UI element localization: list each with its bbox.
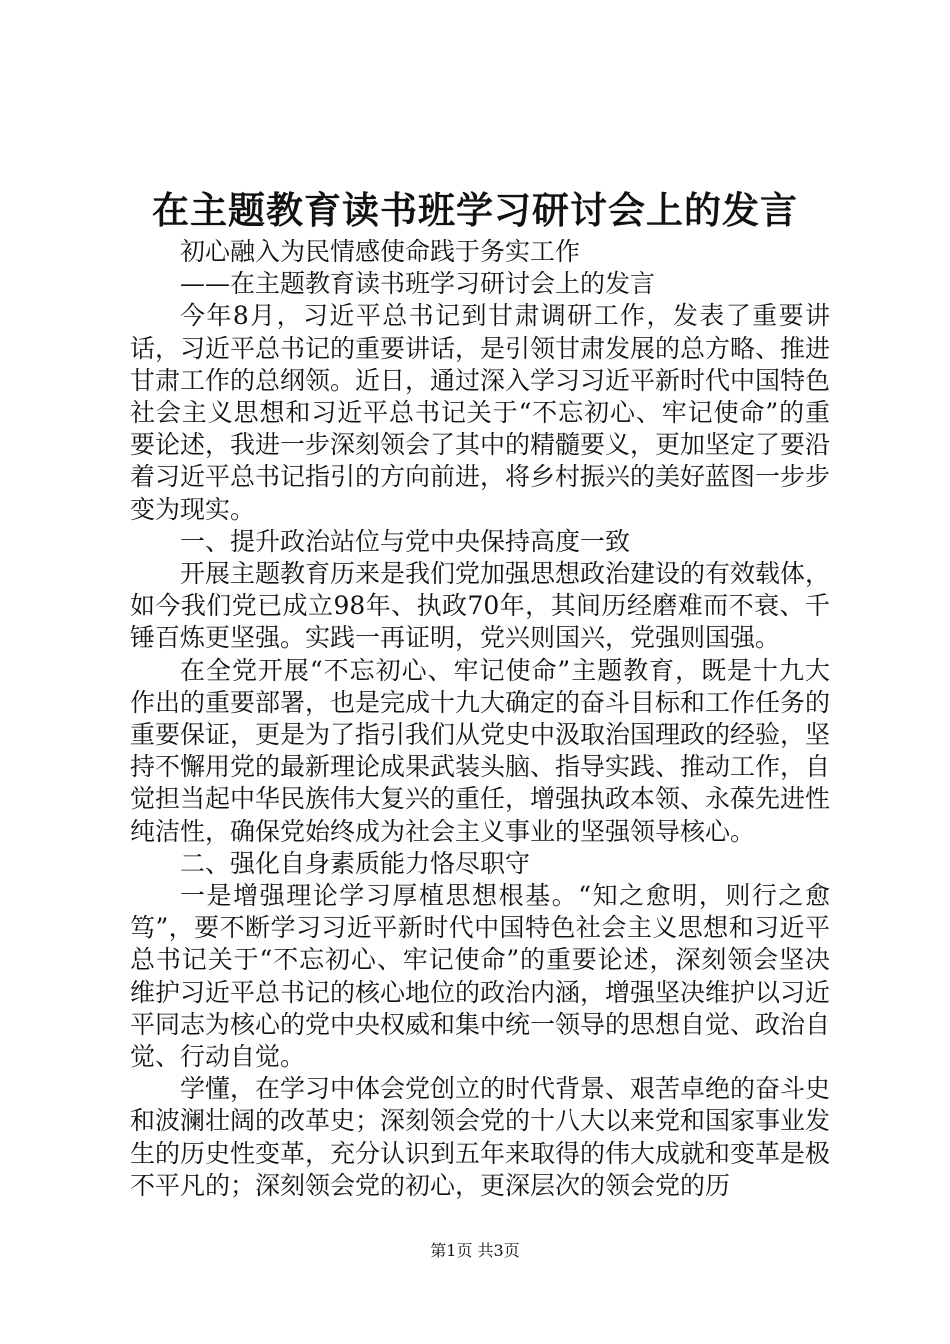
page-title: 在主题教育读书班学习研讨会上的发言 xyxy=(152,188,798,232)
subtitle-dash: ——在主题教育读书班学习研讨会上的发言 xyxy=(180,269,656,299)
page-footer: 第1页 共3页 xyxy=(430,1241,520,1260)
document-body xyxy=(130,236,830,1202)
section-heading: 一、提升政治站位与党中央保持高度一致 xyxy=(180,526,631,556)
paragraph: 学懂，在学习中体会党创立的时代背景、艰苦卓绝的奋斗史和波澜壮阔的改革史；深刻领会党的十八大以来党和国家事业发生的历史性变革，充分认识到五年来取得的伟大成就和变革是极不平凡的；深刻领会党的初心，更深层次的领会党的历 xyxy=(130,1074,831,1200)
subtitle: 初心融入为民情感使命践于务实工作 xyxy=(180,237,581,266)
paragraph: 开展主题教育历来是我们党加强思想政治建设的有效载体，如今我们党已成立98年、执政70年，其间历经磨难而不衰、千锤百炼更坚强。实践一再证明，党兴则国兴，党强则国强。 xyxy=(130,559,831,653)
paragraph: 一是增强理论学习厚植思想根基。“知之愈明，则行之愈笃”，要不断学习习近平新时代中国特色社会主义思想和习近平总书记关于“不忘初心、牢记使命”的重要论述，深刻领会坚决维护习近平总书记的核心地位的政治内涵，增强坚决维护以习近平同志为核心的党中央权威和集中统一领导的思想自觉、政治自觉、行动自觉。 xyxy=(130,881,831,1072)
paragraph: 今年8月，习近平总书记到甘肃调研工作，发表了重要讲话，习近平总书记的重要讲话，是引领甘肃发展的总方略、推进甘肃工作的总纲领。近日，通过深入学习习近平新时代中国特色社会主义思想和习近平总书记关于“不忘初心、牢记使命”的重要论述，我进一步深刻领会了其中的精髓要义，更加坚定了要沿着习近平总书记指引的方向前进，将乡村振兴的美好蓝图一步步变为现实。 xyxy=(130,301,831,524)
paragraph: 在全党开展“不忘初心、牢记使命”主题教育，既是十九大作出的重要部署，也是完成十九大确定的奋斗目标和工作任务的重要保证，更是为了指引我们从党史中汲取治国理政的经验，坚持不懈用党的最新理论成果武装头脑、指导实践、推动工作，自觉担当起中华民族伟大复兴的重任，增强执政本领、永葆先进性纯洁性，确保党始终成为社会主义事业的坚强领导核心。 xyxy=(130,655,831,846)
section-heading: 二、强化自身素质能力恪尽职守 xyxy=(180,848,531,878)
